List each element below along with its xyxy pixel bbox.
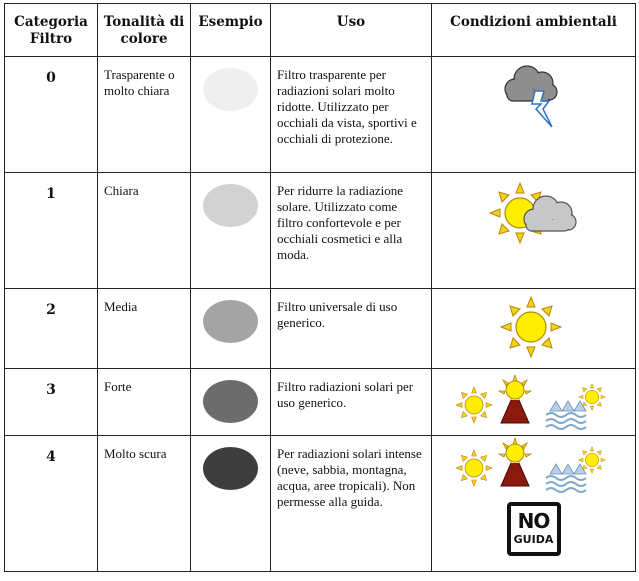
example-cell bbox=[191, 369, 271, 436]
lens-swatch bbox=[203, 184, 258, 227]
category-cell: 2 bbox=[5, 289, 98, 369]
sun-icon bbox=[456, 450, 492, 486]
lens-swatch bbox=[203, 300, 258, 343]
table-row bbox=[5, 57, 636, 173]
tone-cell: Molto scura bbox=[98, 436, 191, 572]
use-cell: Per radiazioni solari intense (neve, sabbia, montagna, acqua, aree tropicali). Non permesse alla guida. bbox=[271, 436, 432, 572]
lens-swatch bbox=[203, 380, 258, 423]
conditions-cell bbox=[432, 436, 636, 572]
tone-cell: Media bbox=[98, 289, 191, 369]
sun-icon bbox=[501, 297, 561, 357]
use-cell: Filtro trasparente per radiazioni solari molto ridotte. Utilizzato per occhiali da vista, sportivi e occhiali di protezione. bbox=[271, 57, 432, 173]
header-tone: Tonalità di colore bbox=[98, 4, 191, 57]
category-cell: 0 bbox=[5, 57, 98, 173]
sun-icon bbox=[579, 447, 606, 474]
header-category: Categoria Filtro bbox=[5, 4, 98, 57]
table-row bbox=[5, 369, 636, 436]
no-driving-sign-guida: GUIDA bbox=[513, 533, 554, 546]
no-driving-icon bbox=[507, 502, 561, 556]
conditions-cell bbox=[432, 289, 636, 369]
cloud-icon bbox=[524, 196, 576, 231]
no-driving-sign-no: NO bbox=[517, 509, 550, 533]
sun-icon bbox=[456, 387, 492, 423]
category-cell: 1 bbox=[5, 173, 98, 289]
lens-swatch bbox=[203, 68, 258, 111]
sea-icon bbox=[546, 464, 586, 492]
filter-category-table bbox=[4, 3, 636, 572]
conditions-cell bbox=[432, 369, 636, 436]
header-conditions: Condizioni ambientali bbox=[432, 4, 636, 57]
table-row bbox=[5, 436, 636, 572]
example-cell bbox=[191, 289, 271, 369]
use-cell: Filtro radiazioni solari per uso generico. bbox=[271, 369, 432, 436]
tone-cell: Chiara bbox=[98, 173, 191, 289]
category-cell: 3 bbox=[5, 369, 98, 436]
example-cell bbox=[191, 173, 271, 289]
tone-cell: Forte bbox=[98, 369, 191, 436]
tone-cell: Trasparente o molto chiara bbox=[98, 57, 191, 173]
category-cell: 4 bbox=[5, 436, 98, 572]
mountain-icon bbox=[499, 375, 531, 423]
storm-cloud-icon bbox=[505, 66, 557, 101]
header-row bbox=[5, 4, 636, 57]
use-cell: Filtro universale di uso generico. bbox=[271, 289, 432, 369]
lens-swatch bbox=[203, 447, 258, 490]
header-use: Uso bbox=[271, 4, 432, 57]
header-example: Esempio bbox=[191, 4, 271, 57]
example-cell bbox=[191, 436, 271, 572]
sun-icon bbox=[579, 384, 606, 411]
sea-icon bbox=[546, 401, 586, 429]
mountain-icon bbox=[499, 438, 531, 486]
example-cell bbox=[191, 57, 271, 173]
use-cell: Per ridurre la radiazione solare. Utilizzato come filtro confortevole e per occhiali cosmetici e alla moda. bbox=[271, 173, 432, 289]
conditions-cell bbox=[432, 57, 636, 173]
table-row bbox=[5, 173, 636, 289]
table-row bbox=[5, 289, 636, 369]
conditions-cell bbox=[432, 173, 636, 289]
